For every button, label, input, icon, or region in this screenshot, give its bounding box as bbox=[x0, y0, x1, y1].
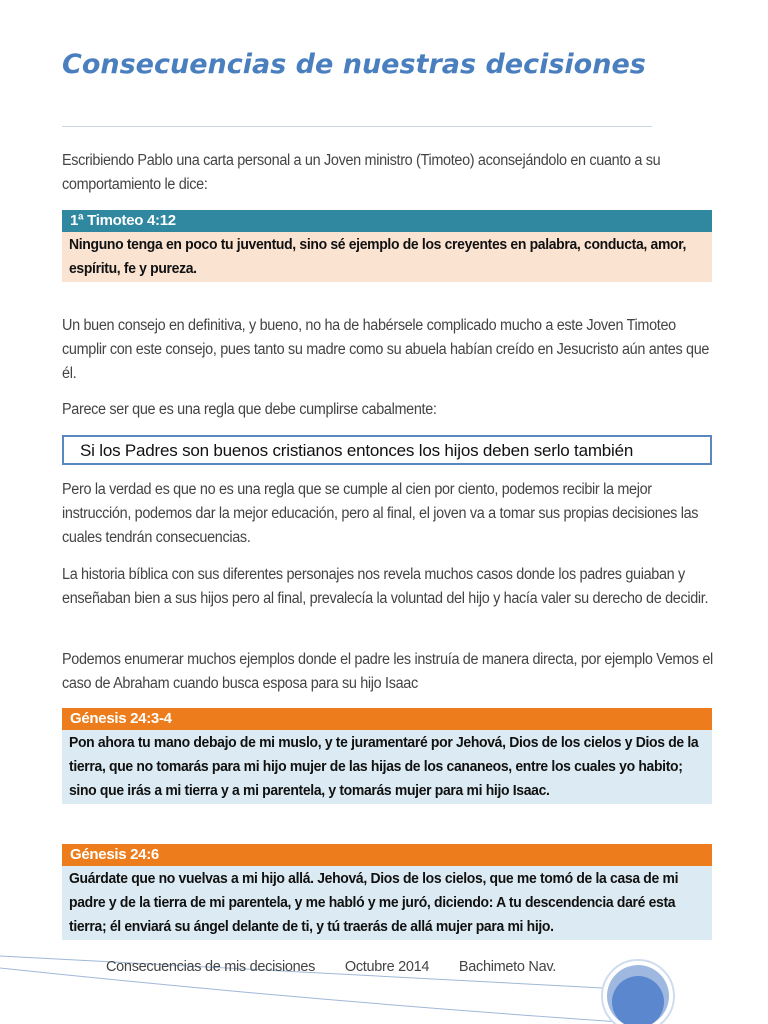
verse-box-genesis-24-3-4 bbox=[62, 708, 712, 804]
paragraph-5: La historia bíblica con sus diferentes personajes nos revela muchos casos donde los padres guiaban y enseñaban bien a sus hijos pero al final, prevalecía la voluntad del hijo y hacía valer su derecho de decidir. bbox=[62, 566, 709, 607]
intro-paragraph: Escribiendo Pablo una carta personal a un Joven ministro (Timoteo) aconsejándolo en cuanto a su comportamiento le dice: bbox=[62, 152, 661, 193]
paragraph-6: Podemos enumerar muchos ejemplos donde el padre les instruía de manera directa, por ejemplo Vemos el caso de Abraham cuando busca esposa para su hijo Isaac bbox=[62, 651, 713, 692]
verse-reference: Génesis 24:6 bbox=[62, 844, 712, 866]
verse-box-genesis-24-6 bbox=[62, 844, 712, 940]
rule-callout-text: Si los Padres son buenos cristianos entonces los hijos deben serlo también bbox=[80, 441, 634, 460]
verse-box-timoteo bbox=[62, 210, 712, 282]
verse-text: Ninguno tenga en poco tu juventud, sino sé ejemplo de los creyentes en palabra, conducta, amor, espíritu, fe y pureza. bbox=[62, 232, 712, 282]
verse-text: Pon ahora tu mano debajo de mi muslo, y te juramentaré por Jehová, Dios de los cielos y Dios de la tierra, que no tomarás para mi hijo mujer de las hijas de los cananeos, entre los cuales yo habito; sino que irás a mi tierra y a mi parentela, y tomarás mujer para mi hijo Isaac. bbox=[62, 730, 712, 804]
verse-text: Guárdate que no vuelvas a mi hijo allá. Jehová, Dios de los cielos, que me tomó de la casa de mi padre y de la tierra de mi parentela, y me habló y me juró, diciendo: A tu descendencia daré esta tierra; él enviará su ángel delante de ti, y tú traerás de allá mujer para mi hijo. bbox=[62, 866, 712, 940]
title-divider bbox=[62, 126, 652, 127]
paragraph-4: Pero la verdad es que no es una regla que se cumple al cien por ciento, podemos recibir la mejor instrucción, podemos dar la mejor educación, pero al final, el joven va a tomar sus propias decisiones las cuales tendrán consecuencias. bbox=[62, 481, 699, 546]
footer-author: Bachimeto Nav. bbox=[458, 959, 556, 975]
page-footer bbox=[106, 959, 582, 975]
page-title: Consecuencias de nuestras decisiones bbox=[62, 49, 646, 80]
footer-decoration bbox=[0, 930, 768, 1024]
footer-document-name: Consecuencias de mis decisiones bbox=[106, 959, 316, 975]
paragraph-2: Un buen consejo en definitiva, y bueno, no ha de habérsele complicado mucho a este Joven Timoteo cumplir con este consejo, pues tanto su madre como su abuela habían creído en Jesucristo aún antes que él. bbox=[62, 317, 710, 382]
rule-callout-box bbox=[62, 435, 712, 465]
paragraph-3: Parece ser que es una regla que debe cumplirse cabalmente: bbox=[62, 401, 437, 418]
verse-reference: Génesis 24:3-4 bbox=[62, 708, 712, 730]
footer-date: Octubre 2014 bbox=[344, 959, 430, 975]
verse-reference: 1ª Timoteo 4:12 bbox=[62, 210, 712, 232]
